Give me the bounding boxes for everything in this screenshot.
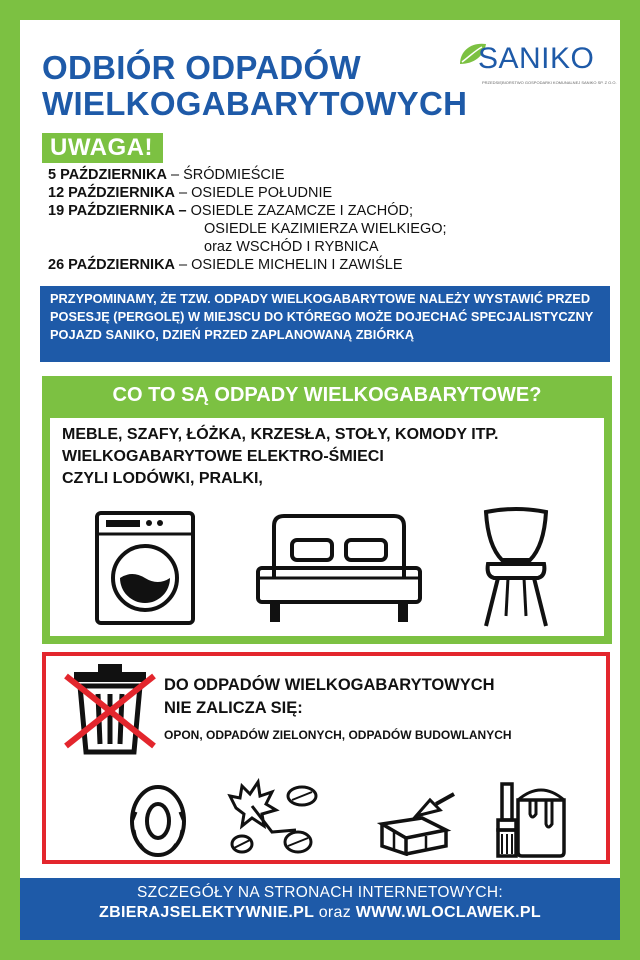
washing-machine-icon [94, 510, 196, 626]
schedule-row: OSIEDLE KAZIMIERZA WIELKIEGO; [204, 221, 447, 237]
bed-icon [254, 512, 424, 626]
title-line-2: WIELKOGABARYTOWYCH [42, 85, 468, 122]
schedule-list [48, 166, 447, 274]
exclusions-section [42, 652, 610, 864]
logo-subtitle: PRZEDSIĘBIORSTWO GOSPODARKI KOMUNALNEJ SANIKO SP. Z O.O. [482, 80, 617, 85]
trash-bin-crossed-icon [62, 662, 158, 756]
leaves-icon [226, 778, 326, 860]
link-zbierajselektywnie[interactable]: ZBIERAJSELEKTYWNIE.PL [99, 904, 314, 921]
footer [20, 878, 620, 940]
footer-line-1: SZCZEGÓŁY NA STRONACH INTERNETOWYCH: [137, 884, 503, 901]
uwaga-label: UWAGA! [42, 133, 163, 163]
exclusions-title: DO ODPADÓW WIELKOGABARYTOWYCH NIE ZALICZA SIĘ: [164, 676, 495, 717]
page-title [42, 50, 467, 122]
bricks-trowel-icon [376, 790, 462, 856]
reminder-note: PRZYPOMINAMY, ŻE TZW. ODPADY WIELKOGABARYTOWE NALEŻY WYSTAWIĆ PRZED POSESJĘ (PERGOLĘ) W MIEJSCU DO KTÓREGO MOŻE DOJECHAĆ SPECJALISTYCZNY POJAZD SANIKO, DZIEŃ PRZED ZAPLANOWANĄ ZBIÓRKĄ [40, 286, 610, 362]
schedule-row: 5 PAŹDZIERNIKA – ŚRÓDMIEŚCIE [48, 167, 285, 183]
logo-name: SANIKO [478, 42, 595, 75]
link-wloclawek[interactable]: WWW.WLOCLAWEK.PL [355, 904, 541, 921]
schedule-row: oraz WSCHÓD I RYBNICA [204, 239, 379, 255]
saniko-logo [458, 40, 617, 100]
what-content [50, 418, 604, 636]
schedule-row: 26 PAŹDZIERNIKA – OSIEDLE MICHELIN I ZAWIŚLE [48, 257, 403, 273]
exclusions-items: OPON, ODPADÓW ZIELONYCH, ODPADÓW BUDOWLANYCH [164, 728, 512, 742]
what-section [42, 376, 612, 644]
tire-icon [128, 784, 188, 858]
schedule-row: 12 PAŹDZIERNIKA – OSIEDLE POŁUDNIE [48, 185, 333, 201]
paint-bucket-brush-icon [496, 780, 572, 860]
poster [20, 20, 620, 940]
schedule-row: 19 PAŹDZIERNIKA – OSIEDLE ZAZAMCZE I ZACHÓD; [48, 203, 413, 219]
chair-icon [480, 506, 552, 630]
footer-links [20, 904, 620, 922]
footer-separator: oraz [318, 904, 352, 921]
title-line-1: ODBIÓR ODPADÓW [42, 49, 361, 86]
what-text: MEBLE, SZAFY, ŁÓŻKA, KRZESŁA, STOŁY, KOMODY ITP. WIELKOGABARYTOWE ELEKTRO-ŚMIECI CZYLI LODÓWKI, PRALKI, [62, 426, 499, 487]
what-heading: CO TO SĄ ODPADY WIELKOGABARYTOWE? [112, 384, 542, 406]
